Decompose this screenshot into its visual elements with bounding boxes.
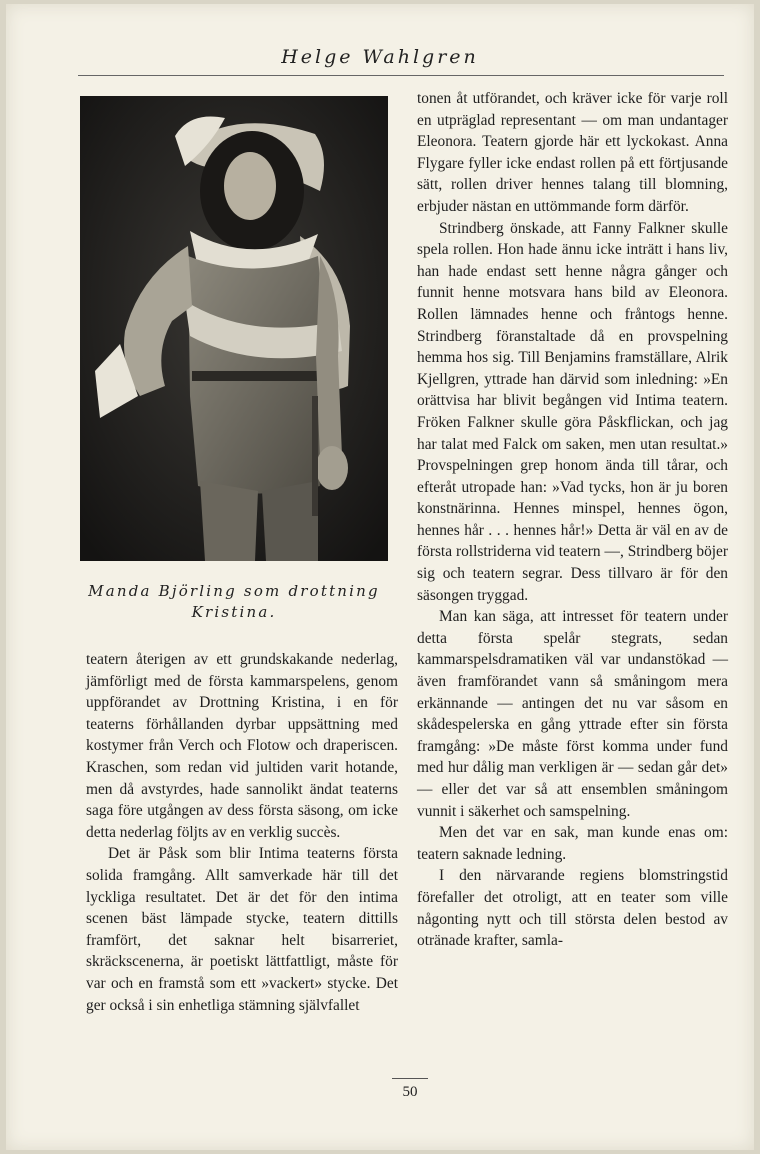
paragraph: tonen åt utförandet, och kräver icke för varje roll en utpräglad representant — om man undantager Eleonora. Teatern gjorde här ett lyckokast. Anna Flygare fyller icke endast rollen på ett förtjusande sätt, rollen driver hennes talang till blomning, erbjuder nästan en uttömmande form därför. (417, 90, 728, 215)
running-head: Helge Wahlgren (281, 46, 479, 68)
paragraph: Man kan säga, att intresset för teatern under detta första spelår stegrats, sedan kammarspelsdramatiken väl var undanstökad — även framförandet vann så småningom mera erkännande — antingen det nu var såsom en skådespelerska en gång yttrade efter sin första framgång: »De måste först komma under fund med hur dålig man verkligen är — sedan går det» — eller det var så att ensemblen småningom vunnit i säkerhet och samspelning. (417, 608, 728, 820)
folio-rule (392, 1078, 428, 1079)
magazine-page (6, 4, 754, 1150)
paragraph: teatern återigen av ett grundskakande nederlag, jämförligt med de första kammarspelens, genom uppförandet av Drottning Kristina, i en för teaterns förhållanden dyrbar uppsättning med kostymer från Verch och Flotow och draperiscen. Kraschen, som redan vid jultiden varit hotande, men då avstyrdes, hade sannolikt ändat teaterns saga före utgången av dess första säsong, om icke detta nederlag följts av en verklig succès. (86, 651, 398, 841)
paragraph: Men det var en sak, man kunde enas om: teatern saknade ledning. (417, 824, 728, 863)
left-text-column (86, 649, 398, 1016)
right-text-column (417, 88, 728, 952)
paragraph: Det är Påsk som blir Intima teaterns första solida framgång. Allt samverkade här till det lyckliga resultatet. Det är det för den intima scenen bäst lämpade stycke, teatern dittills framfört, det saknar helt bisarreriet, skräckscenerna, är poetiskt lättfattligt, måste för var och en framstå som ett »vackert» stycke. Det ger också i sin enhetliga stämning självfallet (86, 845, 398, 1014)
photo-caption: Manda Björling som drottning Kristina. (88, 582, 380, 621)
page-number: 50 (402, 1084, 418, 1100)
portrait-photo (80, 96, 388, 561)
header-rule (78, 75, 724, 76)
paragraph: I den närvarande regiens blomstringstid förefaller det otroligt, att en teater som ville någonting nytt och till största delen bestod av otränade krafter, samla- (417, 867, 728, 950)
paragraph: Strindberg önskade, att Fanny Falkner skulle spela rollen. Hon hade ännu icke inträtt i hans liv, han hade endast sett henne några gånger och funnit henne motsvara hans bild av Eleonora. Rollen lämnades henne och fråntogs henne. Strindberg föranstaltade då en provspelning hemma hos sig. Till Benjamins framställare, Alrik Kjellgren, yttrade han därvid som inledning: »En orättvisa har blivit begången vid Intima teatern. Fröken Falkner skulle göra Påskflickan, och jag har talat med Falck om saken, men utan resultat.» Provspelningen grep honom ända till tårar, och efteråt utropade han: »Vad tycks, hon är ju boren konstnärinna. Hennes minspel, hennes ögon, hennes hår . . . hennes hår!» Detta är väl en av de första rollstriderna vid teatern —, Strindberg böjer sig och teatern segrar. Dess tillvaro är för den säsongen tryggad. (417, 219, 728, 604)
